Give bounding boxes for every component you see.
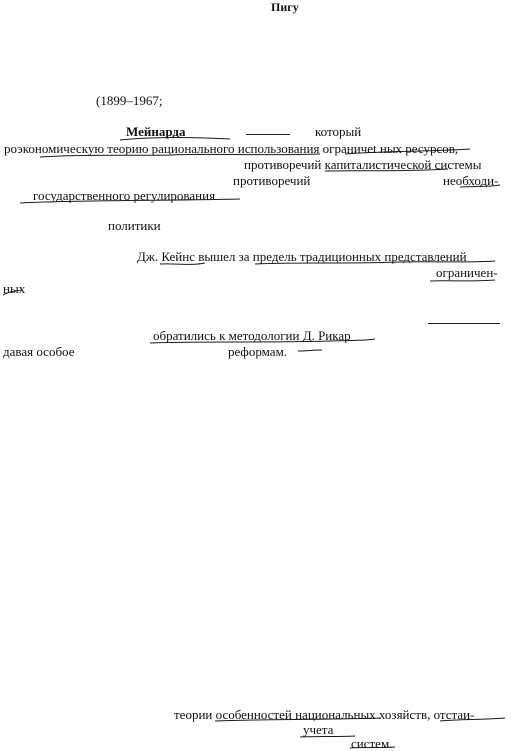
contradictions-line-1: противоречий капиталистической системы bbox=[244, 157, 482, 172]
teorii-line: теории особенностей национальных хозяйств, отстаи- bbox=[174, 707, 475, 722]
header-name: Пигу bbox=[271, 0, 299, 14]
contradictions-line-2: противоречий bbox=[233, 173, 311, 188]
blank-line-mark bbox=[428, 323, 500, 324]
meinarda-text: Мейнарда bbox=[126, 124, 186, 139]
ucheta-text: учета bbox=[303, 722, 334, 737]
kotoryi-text: который bbox=[315, 124, 362, 139]
keynes-line: Дж. Кейнс вышел за предель традиционных представлений bbox=[137, 249, 467, 264]
nyh-text: ных bbox=[3, 281, 26, 296]
sistem-text: систем. bbox=[351, 736, 393, 751]
gos-reg-line: государственного регулирования bbox=[33, 188, 216, 203]
politiki-text: политики bbox=[108, 218, 161, 233]
ogranichen-text: ограничен- bbox=[436, 265, 498, 280]
theory-line: роэкономическую теорию рационального использования ограничеt ных ресурсов, bbox=[4, 141, 459, 156]
davaya-text: давая особое bbox=[3, 344, 75, 359]
neobhodi-text: необходи- bbox=[443, 173, 499, 188]
ricardo-line: обратились к методологии Д. Рикар bbox=[153, 328, 351, 343]
reformam-text: реформам. bbox=[228, 344, 288, 359]
blank-line-mark bbox=[246, 134, 290, 135]
years-text: (1899–1967; bbox=[96, 93, 163, 108]
